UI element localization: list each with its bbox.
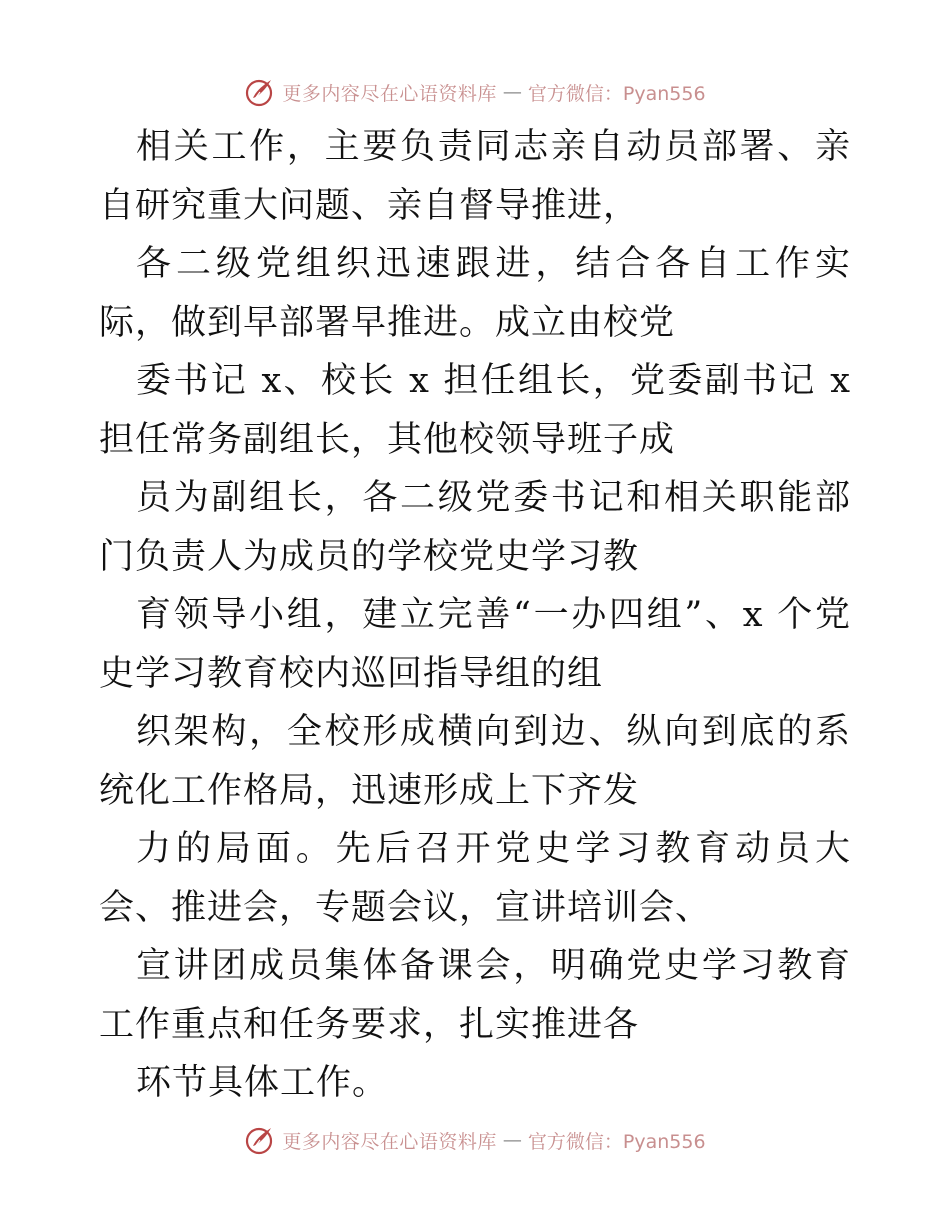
paragraph: 育领导小组，建立完善“一办四组”、x 个党史学习教育校内巡回指导组的组 — [99, 595, 851, 694]
paragraph: 织架构，全校形成横向到边、纵向到底的系统化工作格局，迅速形成上下齐发 — [99, 712, 851, 811]
paragraph: 各二级党组织迅速跟进，结合各自工作实际，做到早部署早推进。成立由校党 — [99, 244, 851, 343]
header-watermark — [0, 72, 950, 112]
watermark-separator: — — [502, 1129, 522, 1151]
paragraph: 力的局面。先后召开党史学习教育动员大会、推进会，专题会议，宣讲培训会、 — [99, 829, 851, 928]
paragraph: 宣讲团成员集体备课会，明确党史学习教育工作重点和任务要求，扎实推进各 — [99, 946, 851, 1045]
document-body — [99, 118, 851, 1113]
quill-logo-icon — [244, 1124, 276, 1156]
paragraph: 环节具体工作。 — [136, 1063, 389, 1103]
paragraph: 委书记 x、校长 x 担任组长，党委副书记 x 担任常务副组长，其他校领导班子成 — [99, 361, 851, 460]
footer-watermark — [0, 1120, 950, 1160]
watermark-separator: — — [502, 81, 522, 103]
watermark-contact: 官方微信：Pyan556 — [527, 1130, 706, 1153]
paragraph: 相关工作，主要负责同志亲自动员部署、亲自研究重大问题、亲自督导推进， — [99, 127, 851, 226]
watermark-contact: 官方微信：Pyan556 — [527, 82, 706, 105]
watermark-text: 更多内容尽在心语资料库 — [282, 1130, 497, 1153]
watermark-text: 更多内容尽在心语资料库 — [282, 82, 497, 105]
paragraph: 员为副组长，各二级党委书记和相关职能部门负责人为成员的学校党史学习教 — [99, 478, 851, 577]
quill-logo-icon — [244, 76, 276, 108]
